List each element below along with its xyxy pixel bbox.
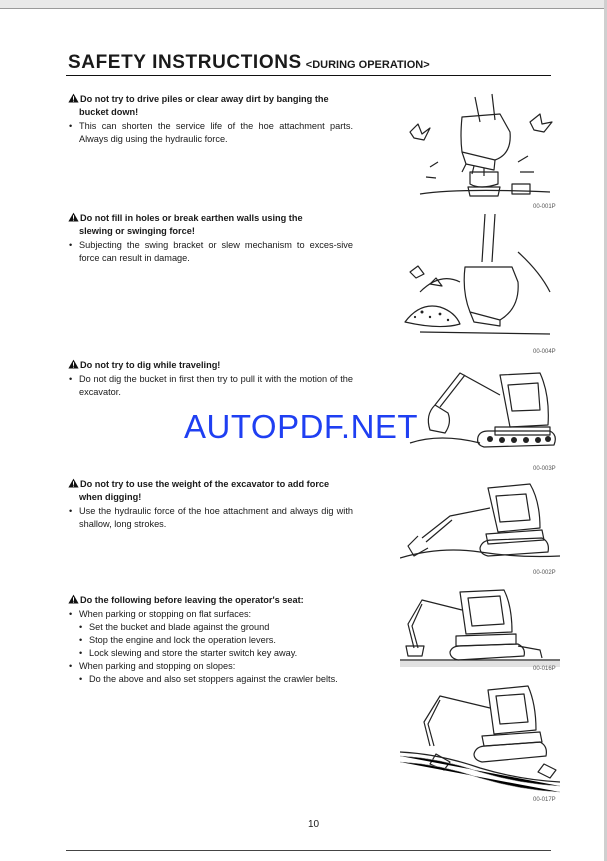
illustration-bucket-banging [400, 92, 560, 212]
bullet-item: • Do not dig the bucket in first then try to pull it with the motion of the excavator. [68, 373, 353, 399]
section-weight-force [68, 478, 353, 531]
figure-code: 00-017P [533, 797, 556, 803]
page-title: SAFETY INSTRUCTIONS [68, 52, 302, 73]
illustration-slewing-wall [400, 212, 560, 342]
figure-code: 00-016P [533, 666, 556, 672]
bullet-list [68, 239, 353, 265]
sub-bullet-list [68, 673, 353, 686]
sub-bullet-list [68, 621, 353, 660]
illustration-parking-slope [400, 684, 560, 796]
bullet-item: • Use the hydraulic force of the hoe attachment and always dig with shallow, long strokes. [68, 505, 353, 531]
warning-triangle-icon [68, 212, 79, 222]
warning-triangle-icon [68, 594, 79, 604]
page-header [68, 52, 430, 74]
sub-bullet-item: • Stop the engine and lock the operation levers. [68, 634, 353, 647]
bullet-item: • When parking or stopping on flat surfaces: [68, 608, 353, 621]
illustration-weight-force [400, 476, 560, 574]
bullet-list [68, 120, 353, 146]
bullet-list [68, 660, 353, 673]
sub-bullet-item: • Do the above and also set stoppers against the crawler belts. [68, 673, 353, 686]
figure-code: 00-003P [533, 466, 556, 472]
section-heading: Do not try to dig while traveling! [68, 359, 353, 372]
page-number: 10 [308, 819, 320, 830]
bullet-list [68, 608, 353, 621]
bullet-item: • When parking and stopping on slopes: [68, 660, 353, 673]
section-heading: Do not fill in holes or break earthen walls using the slewing or swinging force! [68, 212, 353, 238]
header-rule [66, 75, 551, 76]
warning-triangle-icon [68, 359, 79, 369]
figure-code: 00-004P [533, 349, 556, 355]
section-banging-bucket [68, 93, 353, 146]
illustration-dig-traveling [400, 355, 560, 470]
bullet-list [68, 373, 353, 399]
figure-code: 00-001P [533, 204, 556, 210]
bullet-list [68, 505, 353, 531]
section-leaving-seat [68, 594, 353, 686]
page-subtitle: <DURING OPERATION> [305, 59, 430, 71]
viewer-top-bar [0, 0, 607, 9]
section-heading: Do the following before leaving the operator's seat: [68, 594, 353, 607]
footer-rule [66, 850, 551, 851]
watermark: AUTOPDF.NET [184, 408, 419, 445]
illustration-parking-flat [400, 584, 560, 668]
section-heading: Do not try to use the weight of the excavator to add force when digging! [68, 478, 353, 504]
section-slewing-force [68, 212, 353, 265]
section-dig-traveling [68, 359, 353, 399]
sub-bullet-item: • Lock slewing and store the starter switch key away. [68, 647, 353, 660]
warning-triangle-icon [68, 478, 79, 488]
sub-bullet-item: • Set the bucket and blade against the ground [68, 621, 353, 634]
section-heading: Do not try to drive piles or clear away dirt by banging the bucket down! [68, 93, 353, 119]
bullet-item: • Subjecting the swing bracket or slew mechanism to exces-sive force can result in damage. [68, 239, 353, 265]
figure-code: 00-002P [533, 570, 556, 576]
warning-triangle-icon [68, 93, 79, 103]
bullet-item: • This can shorten the service life of the hoe attachment parts. Always dig using the hydraulic force. [68, 120, 353, 146]
